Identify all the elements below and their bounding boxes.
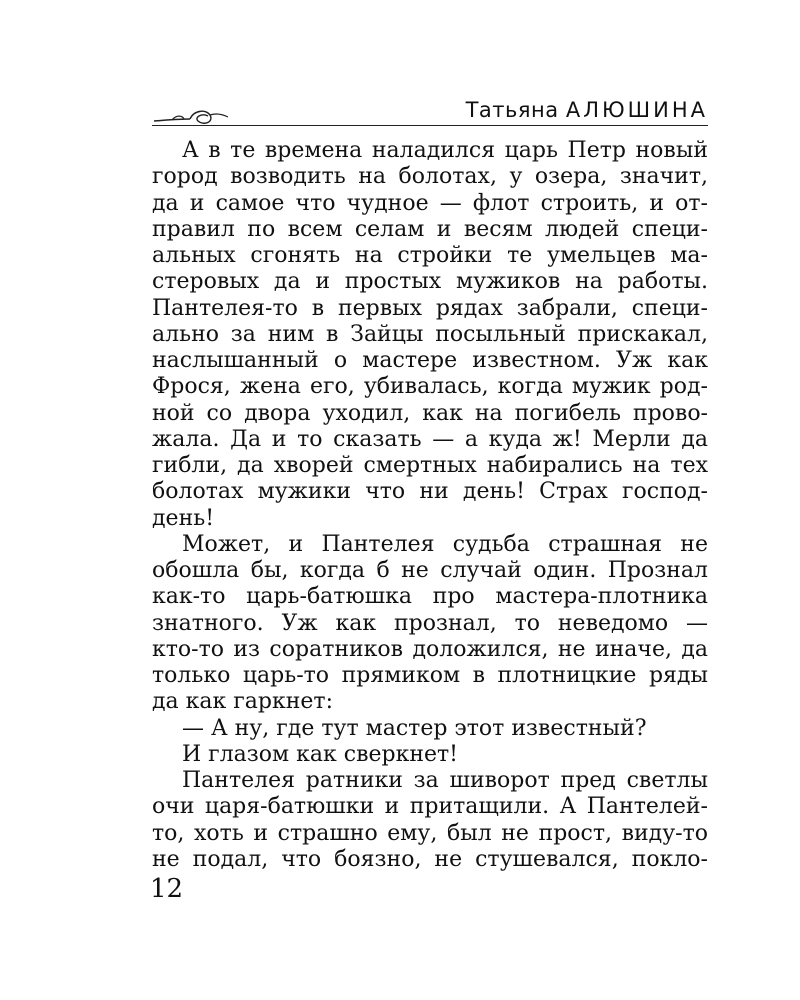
text-line: день! (152, 505, 215, 531)
text-line: гибли, да хворей смертных набирались на тех (152, 453, 708, 478)
text-line: не подал, что боязно, не стушевался, покло- (152, 846, 708, 872)
text-line: наслышанный о мастере известном. Уж как (152, 348, 708, 373)
page-number: 12 (150, 874, 184, 904)
header-rule (152, 125, 708, 126)
author-last-name: АЛЮШИНА (565, 98, 708, 122)
author-first-name: Татьяна (465, 98, 559, 122)
text-line: болотах мужики что ни день! Страх господ- (152, 479, 708, 505)
text-line: обошла бы, когда б не случай один. Прознал (152, 558, 708, 583)
running-head (466, 98, 708, 122)
text-line: Пантелея ратники за шиворот пред светлы (182, 768, 708, 793)
text-line: как-то царь-батюшка про мастера-плотника (152, 584, 708, 610)
text-line: ной со двора уходил, как на погибель прово- (152, 400, 708, 426)
text-line: то, хоть и страшно ему, был не прост, виду-то (152, 820, 708, 846)
text-line: И глазом как сверкнет! (182, 741, 459, 767)
text-line: А в те времена наладился царь Петр новый (182, 138, 708, 163)
text-line: альных сгонять на стройки те умельцев ма- (152, 243, 708, 268)
text-line: да как гаркнет: (152, 689, 334, 715)
text-line: да и самое что чудное — флот строить, и от- (152, 190, 708, 216)
text-line: стеровых да и простых мужиков на работы. (152, 269, 708, 295)
text-line: кто-то из соратников доложился, не иначе, да (152, 636, 708, 662)
text-line: город возводить на болотах, у озера, значит, (152, 164, 708, 190)
body-text (152, 138, 708, 873)
text-line: ально за ним в Зайцы посыльный прискакал, (152, 321, 708, 347)
text-line: только царь-то прямиком в плотницкие ряды (152, 663, 708, 688)
text-line: правил по всем селам и весям людей специ- (152, 216, 708, 242)
text-line: жала. Да и то сказать — а куда ж! Мерли да (152, 426, 708, 452)
decorative-flourish-icon (150, 104, 230, 130)
text-line: очи царя-батюшки и притащили. А Пантелей- (152, 794, 708, 820)
text-line: знатного. Уж как прознал, то неведомо — (152, 610, 708, 636)
text-line: Фрося, жена его, убивалась, когда мужик род- (152, 374, 708, 400)
text-line: Может, и Пантелея судьба страшная не (182, 531, 708, 557)
text-line: Пантелея-то в первых рядах забрали, специ- (152, 295, 708, 321)
text-line: — А ну, где тут мастер этот известный? (182, 715, 647, 741)
